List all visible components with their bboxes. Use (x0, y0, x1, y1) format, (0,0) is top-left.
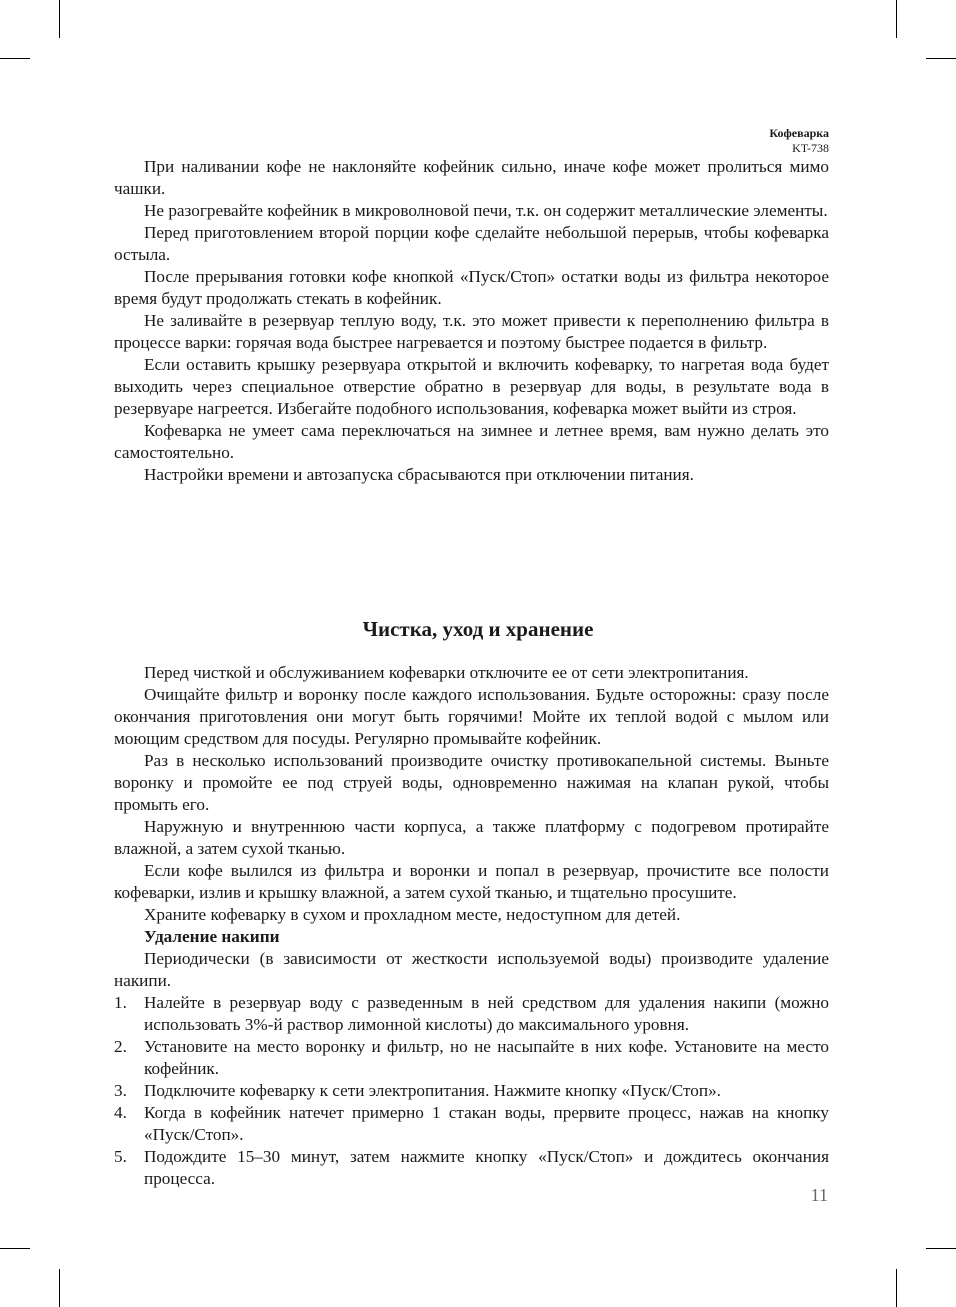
crop-mark (59, 0, 60, 38)
header-model: KT-738 (792, 141, 829, 155)
step-number: 5. (114, 1147, 127, 1166)
list-item (114, 1146, 829, 1190)
paragraph: Храните кофеварку в сухом и прохладном месте, недоступном для детей. (144, 905, 681, 924)
descaling-heading: Удаление накипи (144, 927, 280, 946)
section-body (114, 662, 829, 1190)
paragraph: Не разогревайте кофейник в микроволновой печи, т.к. он содержит металлические элементы. (144, 201, 828, 220)
step-text: Когда в кофейник натечет примерно 1 стакан воды, прервите процесс, нажав на кнопку «Пуск/Стоп». (144, 1103, 829, 1144)
running-header (769, 126, 829, 156)
paragraph: Перед чисткой и обслуживанием кофеварки отключите ее от сети электропитания. (144, 663, 749, 682)
paragraph: После прерывания готовки кофе кнопкой «Пуск/Стоп» остатки воды из фильтра некоторое время будут продолжать стекать в кофейник. (114, 267, 829, 308)
paragraph: Если оставить крышку резервуара открытой и включить кофеварку, то нагретая вода будет выходить через специальное отверстие обратно в резервуар для воды, в результате вода в резервуаре нагреется. Избегайте подобного использования, кофеварка может выйти из строя. (114, 355, 829, 418)
descaling-intro: Периодически (в зависимости от жесткости используемой воды) производите удаление накипи. (114, 949, 829, 990)
page-number: 11 (810, 1185, 828, 1205)
list-item (114, 1036, 829, 1080)
paragraph: При наливании кофе не наклоняйте кофейник сильно, иначе кофе может пролиться мимо чашки. (114, 157, 829, 198)
crop-mark (926, 1248, 956, 1249)
paragraph: Не заливайте в резервуар теплую воду, т.к. это может привести к переполнению фильтра в процессе варки: горячая вода быстрее нагревается и поэтому быстрее подается в фильтр. (114, 311, 829, 352)
step-text: Налейте в резервуар воду с разведенным в ней средством для удаления накипи (можно использовать 3%-й раствор лимонной кислоты) до максимального уровня. (144, 993, 829, 1034)
step-number: 2. (114, 1037, 127, 1056)
list-item (114, 992, 829, 1036)
crop-mark (896, 1269, 897, 1307)
crop-mark (896, 0, 897, 38)
step-text: Подключите кофеварку к сети электропитания. Нажмите кнопку «Пуск/Стоп». (144, 1081, 721, 1100)
paragraph: Наружную и внутреннюю части корпуса, а также платформу с подогревом протирайте влажной, а затем сухой тканью. (114, 817, 829, 858)
step-number: 4. (114, 1103, 127, 1122)
list-item (114, 1102, 829, 1146)
paragraph: Настройки времени и автозапуска сбрасываются при отключении питания. (144, 465, 694, 484)
paragraph: Раз в несколько использований производите очистку противокапельной системы. Выньте воронку и промойте ее под струей воды, одновременно нажимая на клапан рукой, чтобы промыть его. (114, 751, 829, 814)
descaling-steps (114, 992, 829, 1190)
paragraph: Очищайте фильтр и воронку после каждого использования. Будьте осторожны: сразу после окончания приготовления они могут быть горячими! Мойте их теплой водой с мылом или моющим средством для посуды. Регулярно промывайте кофейник. (114, 685, 829, 748)
step-text: Подождите 15–30 минут, затем нажмите кнопку «Пуск/Стоп» и дождитесь окончания процесса. (144, 1147, 829, 1188)
section-title: Чистка, уход и хранение (362, 617, 594, 641)
paragraph: Если кофе вылился из фильтра и воронки и попал в резервуар, прочистите все полости кофеварки, излив и крышку влажной, а затем сухой тканью, и тщательно просушите. (114, 861, 829, 902)
step-text: Установите на место воронку и фильтр, но не насыпайте в них кофе. Установите на место кофейник. (144, 1037, 829, 1078)
header-product: Кофеварка (769, 126, 829, 140)
intro-text (114, 156, 829, 486)
crop-mark (0, 58, 30, 59)
step-number: 1. (114, 993, 127, 1012)
crop-mark (0, 1248, 30, 1249)
list-item (114, 1080, 829, 1102)
crop-mark (59, 1269, 60, 1307)
crop-mark (926, 58, 956, 59)
step-number: 3. (114, 1081, 127, 1100)
paragraph: Кофеварка не умеет сама переключаться на зимнее и летнее время, вам нужно делать это самостоятельно. (114, 421, 829, 462)
paragraph: Перед приготовлением второй порции кофе сделайте небольшой перерыв, чтобы кофеварка остыла. (114, 223, 829, 264)
